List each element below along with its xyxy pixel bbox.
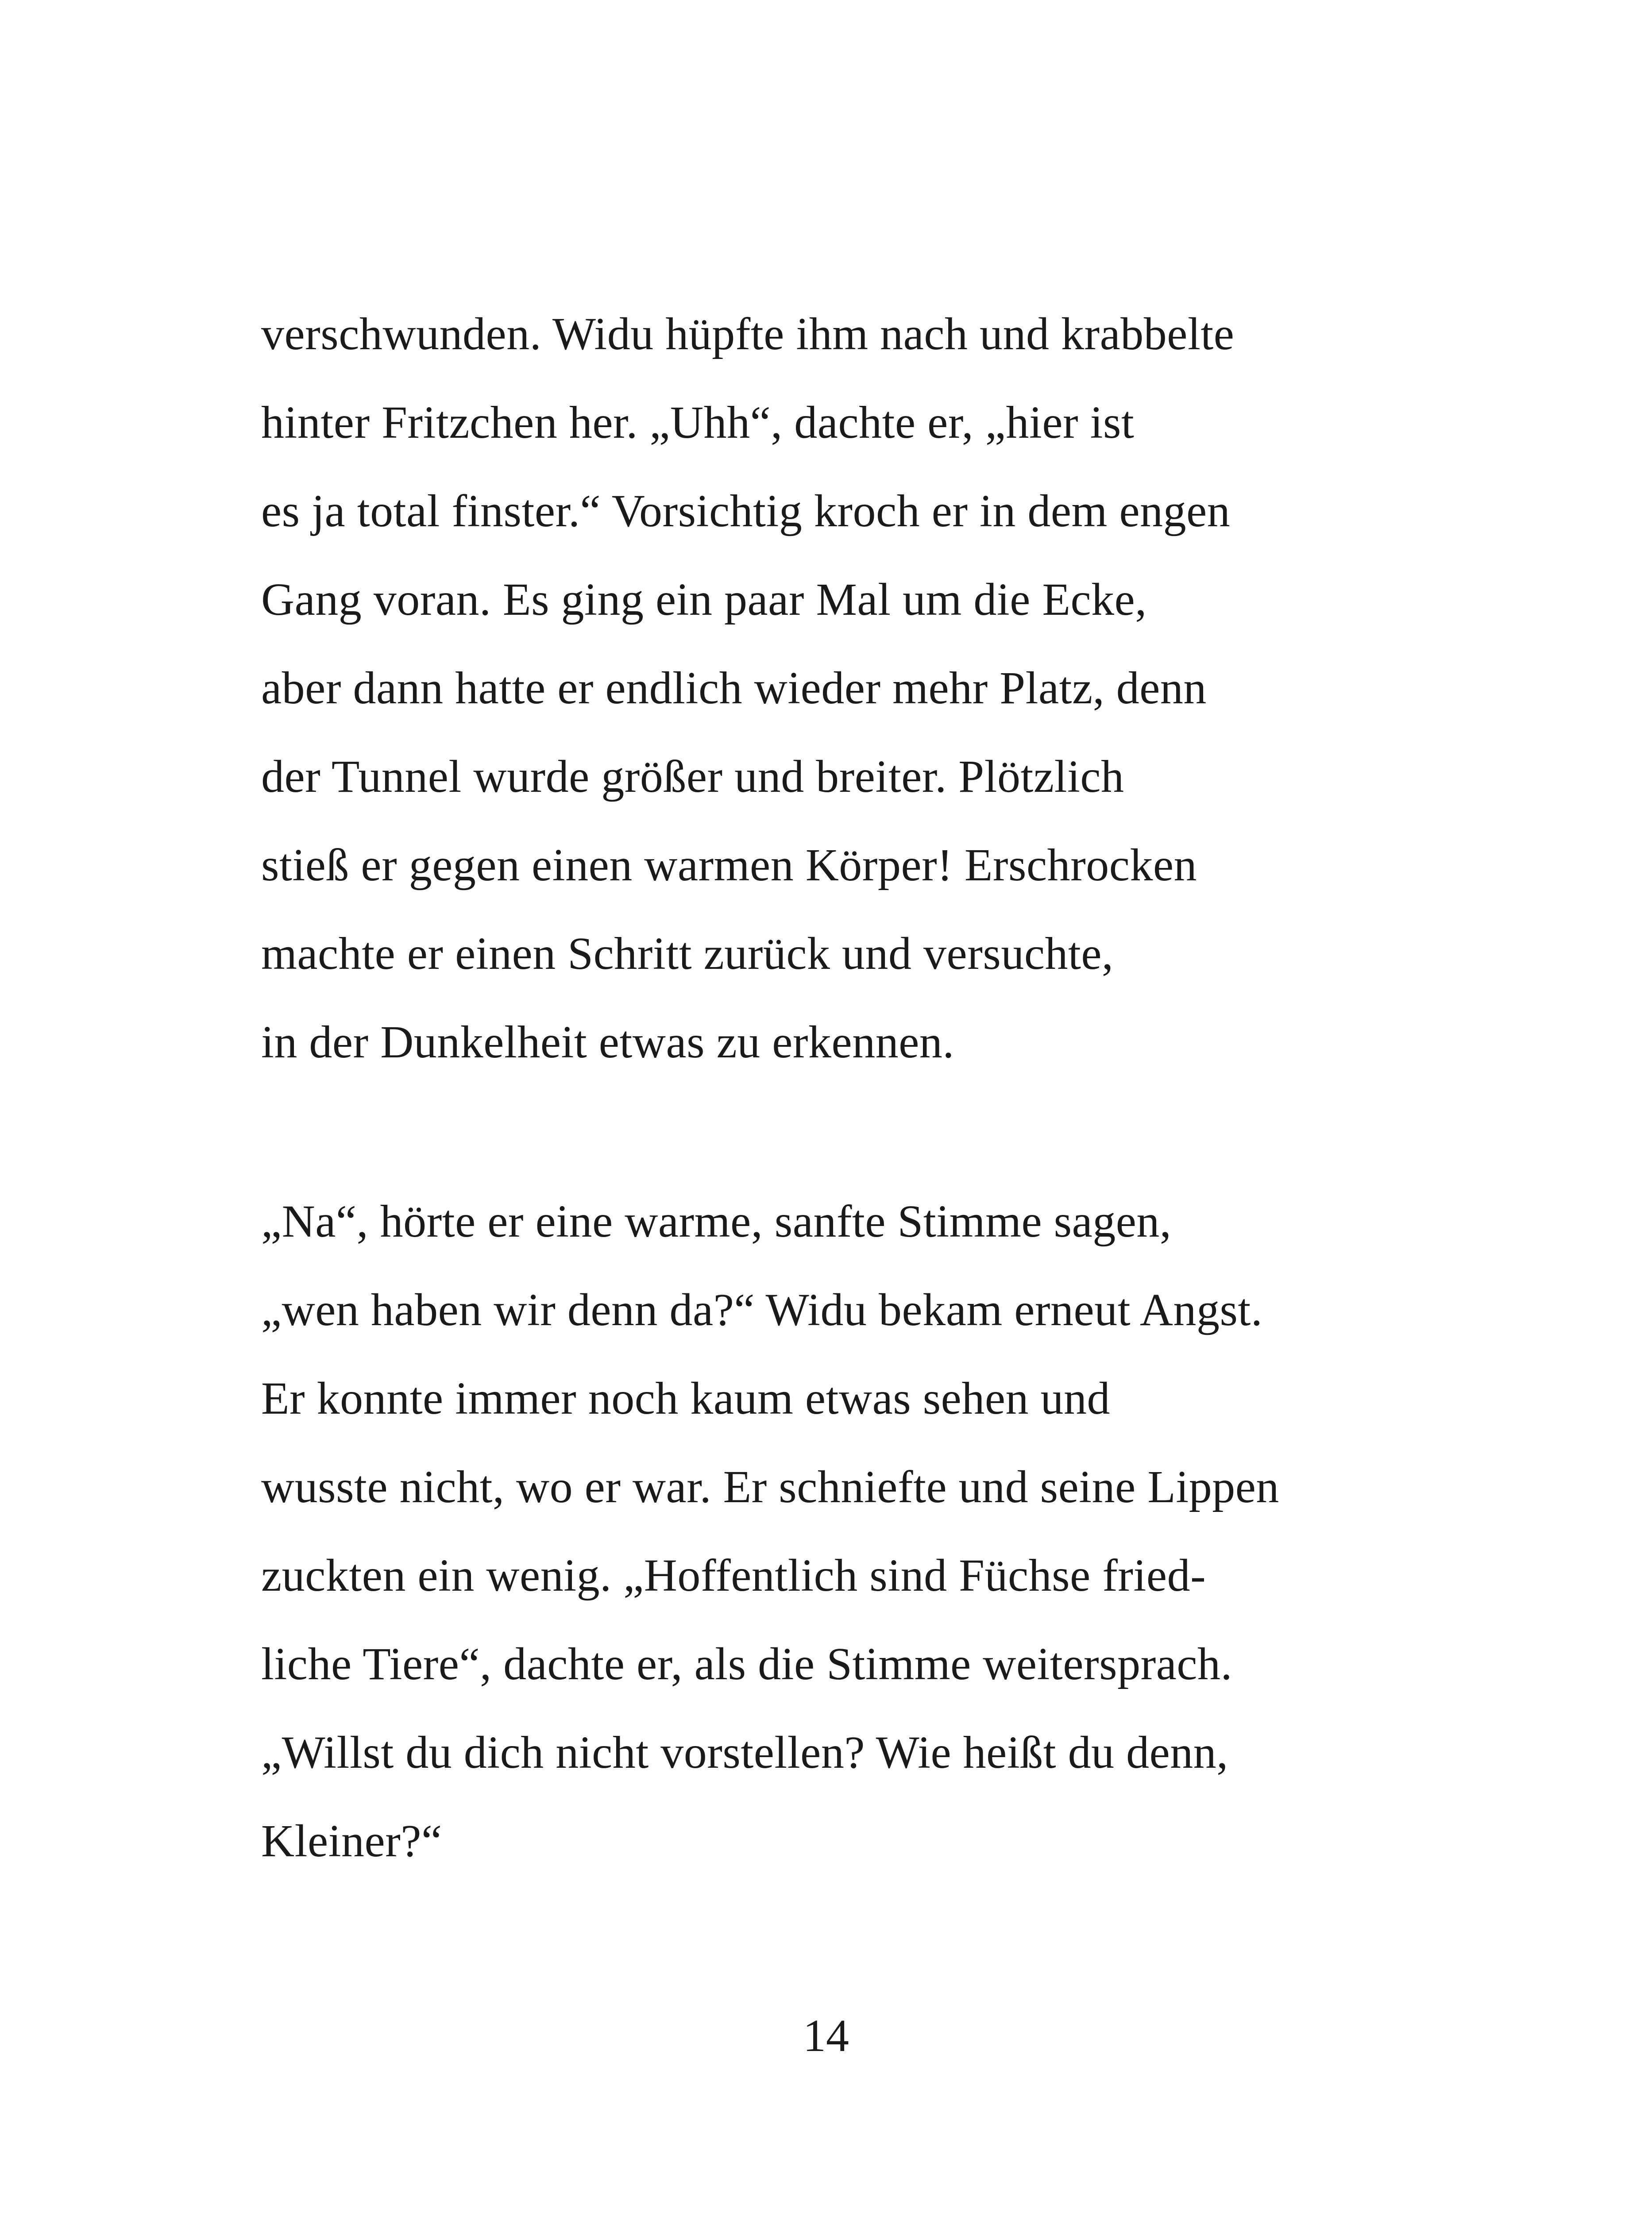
text-line: zuckten ein wenig. „Hoffentlich sind Füchse fried- — [261, 1550, 1206, 1601]
text-line: stieß er gegen einen warmen Körper! Erschrocken — [261, 840, 1197, 891]
text-line: in der Dunkelheit etwas zu erkennen. — [261, 1017, 954, 1068]
text-line: es ja total finster.“ Vorsichtig kroch er in dem engen — [261, 486, 1231, 536]
paragraph-2 — [261, 1177, 1456, 1885]
text-line: Er konnte immer noch kaum etwas sehen und — [261, 1373, 1110, 1424]
text-line: aber dann hatte er endlich wieder mehr Platz, denn — [261, 663, 1207, 713]
text-line: „wen haben wir denn da?“ Widu bekam erneut Angst. — [261, 1284, 1263, 1335]
text-line: verschwunden. Widu hüpfte ihm nach und krabbelte — [261, 308, 1235, 359]
text-line: machte er einen Schritt zurück und versuchte, — [261, 928, 1114, 979]
text-line: hinter Fritzchen her. „Uhh“, dachte er, „hier ist — [261, 397, 1135, 448]
text-line: „Na“, hörte er eine warme, sanfte Stimme sagen, — [261, 1196, 1172, 1247]
paragraph-1 — [261, 290, 1456, 1087]
text-line: wusste nicht, wo er war. Er schniefte und seine Lippen — [261, 1461, 1279, 1512]
text-line: „Willst du dich nicht vorstellen? Wie heißt du denn, — [261, 1727, 1228, 1778]
text-line: der Tunnel wurde größer und breiter. Plötzlich — [261, 751, 1124, 802]
text-line: Gang voran. Es ging ein paar Mal um die Ecke, — [261, 574, 1147, 625]
page-number: 14 — [803, 2010, 849, 2061]
text-line: Kleiner?“ — [261, 1816, 442, 1866]
text-line: liche Tiere“, dachte er, als die Stimme weitersprach. — [261, 1639, 1233, 1689]
